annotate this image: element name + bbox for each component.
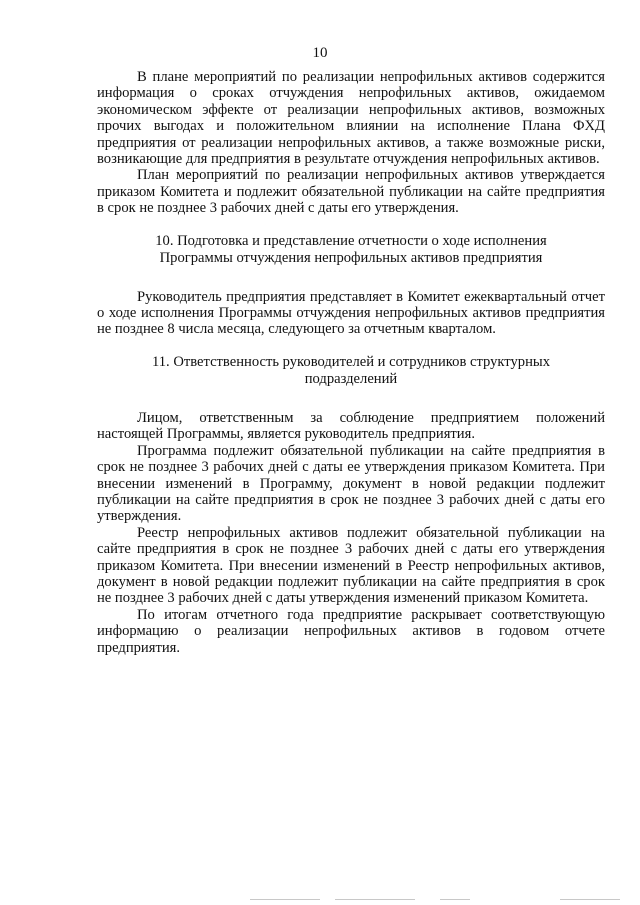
spacer (97, 388, 605, 410)
section-10-heading (97, 233, 605, 267)
scan-footer-marks (0, 895, 640, 905)
paragraph-section-10-1: Руководитель предприятия представляет в Комитет ежеквартальный отчет о ходе исполнения Программы отчуждения непрофильных активов предприятия не позднее 8 числа месяца, следующего за отчетным кварталом. (97, 288, 605, 338)
scan-mark (440, 899, 470, 900)
scan-mark (250, 899, 320, 900)
spacer (97, 267, 605, 289)
section-11-heading-line-1: 11. Ответственность руководителей и сотрудников структурных (151, 353, 551, 370)
section-10-heading-line-2: Программы отчуждения непрофильных активов предприятия (159, 249, 543, 266)
paragraph-intro-1: В плане мероприятий по реализации непрофильных активов содержится информация о сроках отчуждения непрофильных активов, ожидаемом экономическом эффекте от реализации непрофильных активов, возможных прочих выгодах и положительном влиянии на исполнение Плана ФХД предприятия от реализации непрофильных активов, а также возможные риски, возникающие для предприятия в результате отчуждения непрофильных активов. (97, 69, 605, 168)
section-11-heading-line-2: подразделений (304, 370, 398, 387)
spacer (97, 338, 605, 354)
paragraph-section-11-4: По итогам отчетного года предприятие раскрывает соответствующую информацию о реализации непрофильных активов в годовом отчете предприятия. (97, 606, 605, 656)
section-11-heading (97, 354, 605, 388)
paragraph-section-11-2: Программа подлежит обязательной публикации на сайте предприятия в срок не позднее 3 рабочих дней с даты ее утверждения приказом Комитета. При внесении изменений в Программу, документ в новой редакции подлежит публикации на сайте предприятия в срок не позднее 3 рабочих дней с даты его утверждения. (97, 442, 605, 525)
paragraph-section-11-1: Лицом, ответственным за соблюдение предприятием положений настоящей Программы, является руководитель предприятия. (97, 409, 605, 443)
page-number: 10 (312, 45, 328, 61)
scan-mark (335, 899, 415, 900)
scan-mark (560, 899, 620, 900)
paragraph-intro-2: План мероприятий по реализации непрофильных активов утверждается приказом Комитета и подлежит обязательной публикации на сайте предприятия в срок не позднее 3 рабочих дней с даты его утверждения. (97, 167, 605, 217)
section-10-heading-line-1: 10. Подготовка и представление отчетности о ходе исполнения (155, 232, 547, 249)
paragraph-section-11-3: Реестр непрофильных активов подлежит обязательной публикации на сайте предприятия в срок не позднее 3 рабочих дней с даты его утверждения приказом Комитета. При внесении изменений в Реестр непрофильных активов, документ в новой редакции подлежит публикации на сайте предприятия в срок не позднее 3 рабочих дней с даты утверждения изменений приказом Комитета. (97, 524, 605, 607)
document-body (97, 69, 605, 656)
spacer (97, 217, 605, 233)
